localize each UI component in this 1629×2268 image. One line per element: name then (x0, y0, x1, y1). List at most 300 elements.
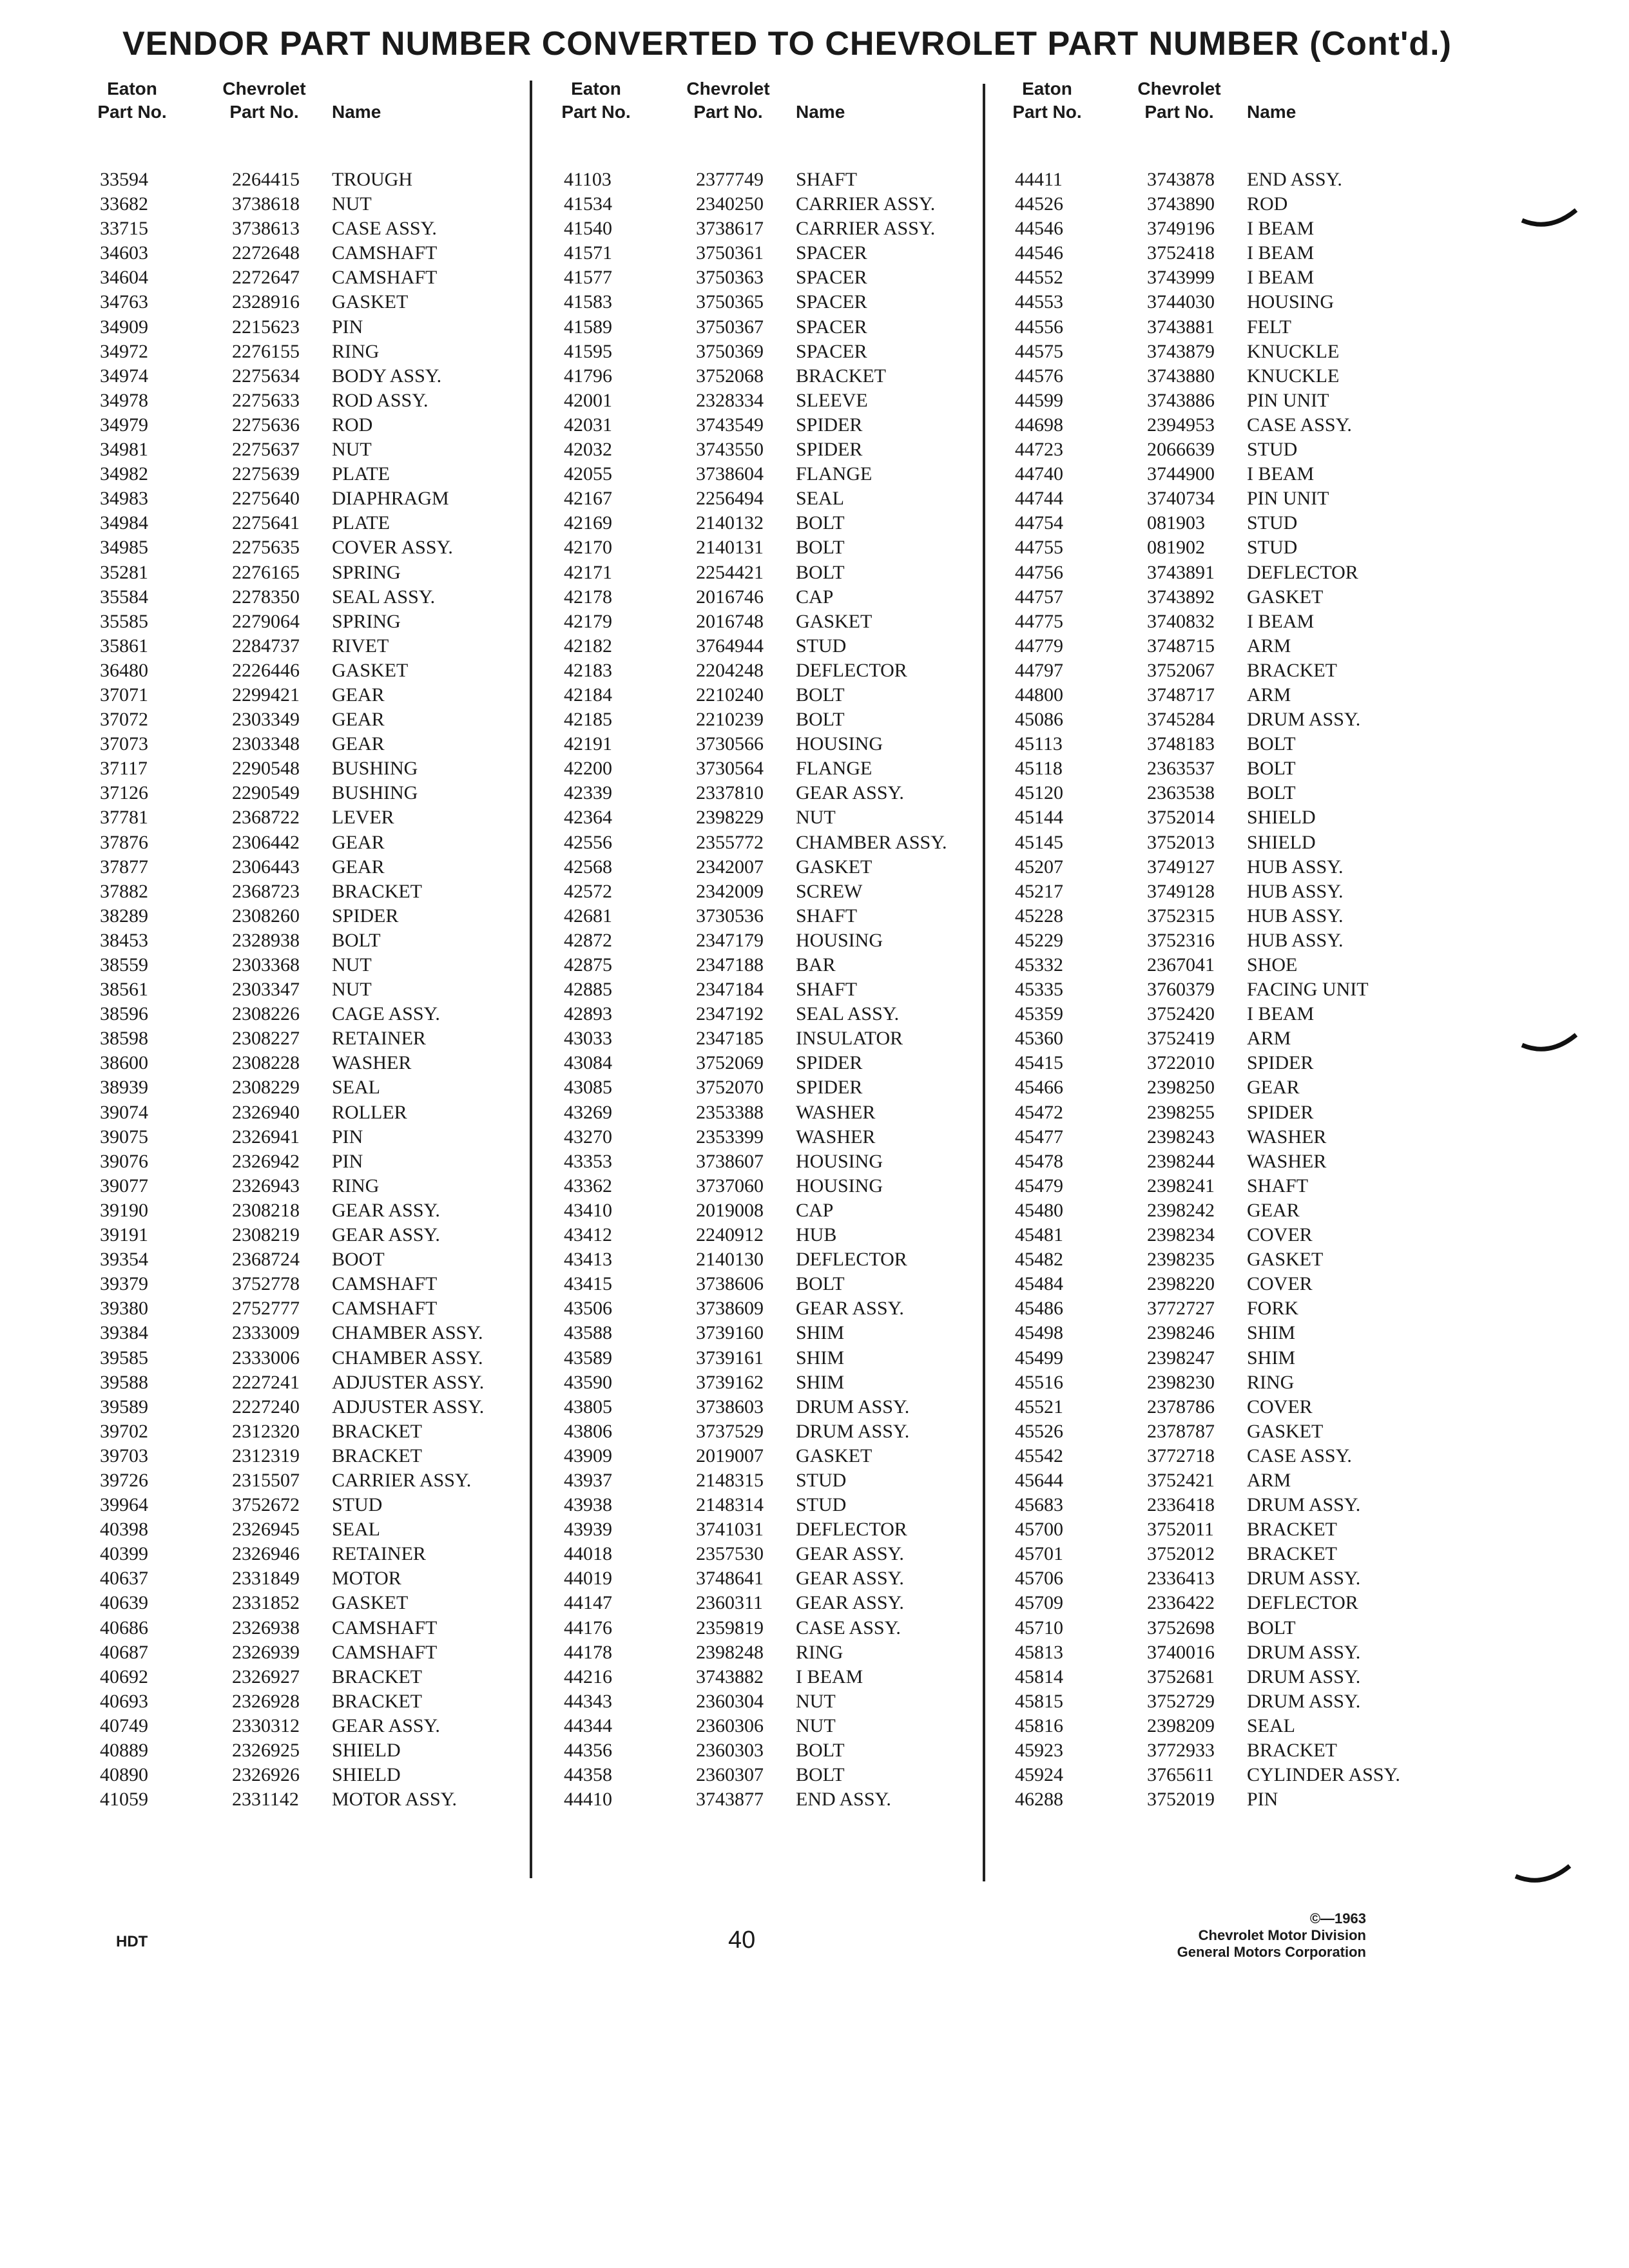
chevrolet-part-no: 2357530 (696, 1543, 764, 1565)
table-row (1005, 1640, 1456, 1665)
part-name: PIN (332, 1126, 363, 1148)
table-row (90, 413, 541, 437)
part-name: COVER (1247, 1224, 1313, 1246)
table-row (90, 462, 541, 486)
table-row (90, 1665, 541, 1689)
table-row (554, 904, 1005, 928)
eaton-part-no: 40686 (100, 1617, 148, 1639)
part-name: CAP (796, 1199, 834, 1221)
eaton-part-no: 45706 (1015, 1568, 1063, 1590)
chevrolet-part-no: 2308229 (232, 1077, 300, 1099)
chevrolet-part-no: 2276155 (232, 340, 300, 362)
chevrolet-part-no: 2347179 (696, 929, 764, 951)
eaton-part-no: 42055 (564, 463, 612, 485)
table-row (1005, 535, 1456, 560)
chevrolet-part-no: 3752012 (1147, 1543, 1215, 1565)
chevrolet-part-no: 3722010 (1147, 1052, 1215, 1074)
part-name: PIN (1247, 1789, 1278, 1811)
eaton-part-no: 35281 (100, 561, 148, 583)
part-name: GASKET (332, 1592, 409, 1614)
eaton-part-no: 45477 (1015, 1126, 1063, 1148)
eaton-part-no: 45415 (1015, 1052, 1063, 1074)
chevrolet-part-no: 2303347 (232, 979, 300, 1001)
table-row (554, 707, 1005, 732)
table-row (1005, 1321, 1456, 1345)
table-row (90, 610, 541, 634)
eaton-part-no: 40749 (100, 1715, 148, 1736)
chevrolet-part-no: 3752068 (696, 365, 764, 387)
chevrolet-part-no: 3748183 (1147, 733, 1215, 755)
table-row (1005, 486, 1456, 511)
part-name: DEFLECTOR (796, 1519, 907, 1541)
eaton-part-no: 44526 (1015, 193, 1063, 215)
chevrolet-part-no: 3743549 (696, 414, 764, 436)
table-row (90, 486, 541, 511)
eaton-part-no: 44178 (564, 1641, 612, 1663)
part-name: FLANGE (796, 758, 872, 780)
table-row (554, 535, 1005, 560)
chevrolet-part-no: 3743877 (696, 1789, 764, 1811)
table-row (90, 1591, 541, 1615)
chevrolet-part-no: 3739162 (696, 1371, 764, 1393)
page-number: 40 (728, 1927, 756, 1954)
part-name: END ASSY. (1247, 169, 1342, 190)
chevrolet-part-no: 3743886 (1147, 389, 1215, 411)
part-name: BRACKET (1247, 1519, 1338, 1541)
eaton-part-no: 42872 (564, 929, 612, 951)
eaton-part-no: 44756 (1015, 561, 1063, 583)
part-name: DRUM ASSY. (1247, 709, 1361, 731)
chevrolet-part-no: 3760379 (1147, 979, 1215, 1001)
table-row (554, 1174, 1005, 1198)
part-name: GASKET (796, 610, 872, 632)
table-row (1005, 904, 1456, 928)
table-row (554, 1419, 1005, 1444)
table-row (554, 1738, 1005, 1763)
table-row (1005, 315, 1456, 340)
table-row (90, 1125, 541, 1149)
table-row (90, 879, 541, 904)
table-row (90, 241, 541, 265)
part-name: CAMSHAFT (332, 1641, 438, 1663)
part-name: KNUCKLE (1247, 340, 1340, 362)
eaton-part-no: 42568 (564, 856, 612, 878)
chevrolet-part-no: 3738606 (696, 1273, 764, 1295)
eaton-part-no: 41796 (564, 365, 612, 387)
table-row (90, 1100, 541, 1125)
table-row (1005, 1075, 1456, 1100)
part-name: SPIDER (332, 905, 399, 927)
part-name: SPIDER (796, 414, 863, 436)
eaton-part-no: 42184 (564, 684, 612, 706)
chevrolet-header: Chevrolet Part No. (1137, 79, 1221, 122)
eaton-part-no: 42339 (564, 782, 612, 804)
chevrolet-part-no: 3752778 (232, 1273, 300, 1295)
chevrolet-part-no: 2359819 (696, 1617, 764, 1639)
table-row (1005, 831, 1456, 855)
part-name: COVER ASSY. (332, 537, 453, 559)
table-row (1005, 1149, 1456, 1174)
table-row (554, 364, 1005, 389)
eaton-part-no: 43270 (564, 1126, 612, 1148)
eaton-part-no: 44744 (1015, 488, 1063, 510)
table-row (554, 1026, 1005, 1051)
eaton-part-no: 41059 (100, 1789, 148, 1811)
eaton-part-no: 41534 (564, 193, 612, 215)
table-row (554, 462, 1005, 486)
chevrolet-part-no: 3740832 (1147, 610, 1215, 632)
part-name: DRUM ASSY. (1247, 1568, 1361, 1590)
part-name: I BEAM (1247, 1003, 1315, 1025)
chevrolet-part-no: 2312320 (232, 1420, 300, 1442)
part-name: MOTOR ASSY. (332, 1789, 457, 1811)
table-row (1005, 1051, 1456, 1075)
part-name: CHAMBER ASSY. (332, 1322, 483, 1344)
chevrolet-part-no: 3744900 (1147, 463, 1215, 485)
part-name: SHIM (796, 1347, 845, 1369)
eaton-part-no: 45144 (1015, 807, 1063, 829)
chevrolet-part-no: 3745284 (1147, 709, 1215, 731)
part-name: CAGE ASSY. (332, 1003, 440, 1025)
part-name: SEAL (1247, 1715, 1295, 1736)
chevrolet-part-no: 2140131 (696, 537, 764, 559)
table-row (554, 855, 1005, 879)
parts-list (90, 168, 541, 1812)
eaton-part-no: 45521 (1015, 1396, 1063, 1418)
eaton-part-no: 45701 (1015, 1543, 1063, 1565)
part-name: ARM (1247, 1028, 1291, 1050)
chevrolet-part-no: 2240912 (696, 1224, 764, 1246)
chevrolet-part-no: 3752315 (1147, 905, 1215, 927)
chevrolet-part-no: 2227240 (232, 1396, 300, 1418)
table-row (554, 290, 1005, 314)
chevrolet-part-no: 2299421 (232, 684, 300, 706)
part-name: BOLT (796, 537, 845, 559)
chevrolet-part-no: 2360311 (696, 1592, 763, 1614)
eaton-part-no: 45360 (1015, 1028, 1063, 1050)
table-row (554, 1395, 1005, 1419)
chevrolet-part-no: 3743890 (1147, 193, 1215, 215)
table-row (90, 707, 541, 732)
table-row (90, 1395, 541, 1419)
eaton-part-no: 43033 (564, 1028, 612, 1050)
eaton-part-no: 42178 (564, 586, 612, 608)
chevrolet-part-no: 3737060 (696, 1175, 764, 1196)
table-row (1005, 781, 1456, 805)
table-row (1005, 290, 1456, 314)
chevrolet-part-no: 3772718 (1147, 1445, 1215, 1466)
chevrolet-part-no: 2148314 (696, 1494, 764, 1516)
chevrolet-part-no: 2331849 (232, 1568, 300, 1590)
part-name: STUD (332, 1494, 383, 1516)
eaton-part-no: 44343 (564, 1690, 612, 1712)
part-name: SHAFT (796, 905, 858, 927)
table-row (554, 561, 1005, 585)
eaton-part-no: 45120 (1015, 782, 1063, 804)
table-row (90, 1419, 541, 1444)
table-row (90, 1689, 541, 1714)
part-name: SEAL (332, 1077, 380, 1099)
binder-mark (1514, 1862, 1572, 1888)
chevrolet-part-no: 3737529 (696, 1420, 764, 1442)
eaton-part-no: 40637 (100, 1568, 148, 1590)
chevrolet-part-no: 3738618 (232, 193, 300, 215)
part-name: SEAL ASSY. (796, 1003, 900, 1025)
table-row (554, 610, 1005, 634)
chevrolet-part-no: 3743999 (1147, 267, 1215, 289)
part-name: ARM (1247, 684, 1291, 706)
chevrolet-part-no: 3752316 (1147, 929, 1215, 951)
eaton-part-no: 42170 (564, 537, 612, 559)
chevrolet-part-no: 3765611 (1147, 1764, 1214, 1786)
chevrolet-part-no: 2330312 (232, 1715, 300, 1736)
part-name: BRACKET (796, 365, 887, 387)
eaton-part-no: 45923 (1015, 1740, 1063, 1761)
table-row (554, 1763, 1005, 1787)
chevrolet-part-no: 2279064 (232, 610, 300, 632)
chevrolet-part-no: 2306442 (232, 831, 300, 853)
chevrolet-part-no: 2353388 (696, 1101, 764, 1123)
part-name: BRACKET (332, 1445, 423, 1466)
table-row (554, 1002, 1005, 1026)
table-row (90, 364, 541, 389)
eaton-part-no: 37072 (100, 709, 148, 731)
part-name: ROLLER (332, 1101, 407, 1123)
chevrolet-part-no: 3749127 (1147, 856, 1215, 878)
table-row (554, 1714, 1005, 1738)
chevrolet-part-no: 2019008 (696, 1199, 764, 1221)
chevrolet-part-no: 3750363 (696, 267, 764, 289)
chevrolet-part-no: 2333006 (232, 1347, 300, 1369)
chevrolet-part-no: 2363538 (1147, 782, 1215, 804)
table-row (90, 1075, 541, 1100)
eaton-part-no: 44723 (1015, 439, 1063, 461)
table-row (90, 192, 541, 216)
part-name: NUT (796, 1715, 836, 1736)
eaton-part-no: 44546 (1015, 242, 1063, 264)
chevrolet-part-no: 2331142 (232, 1789, 299, 1811)
table-row (1005, 928, 1456, 953)
table-row (554, 1125, 1005, 1149)
chevrolet-part-no: 2398247 (1147, 1347, 1215, 1369)
chevrolet-part-no: 2308228 (232, 1052, 300, 1074)
name-header: Name (796, 102, 845, 122)
chevrolet-part-no: 2398220 (1147, 1273, 1215, 1295)
chevrolet-part-no: 2254421 (696, 561, 764, 583)
eaton-part-no: 39384 (100, 1322, 148, 1344)
table-row (554, 241, 1005, 265)
table-row (554, 1689, 1005, 1714)
chevrolet-part-no: 3730536 (696, 905, 764, 927)
division-name: Chevrolet Motor Division (1198, 1927, 1366, 1943)
chevrolet-part-no: 2336422 (1147, 1592, 1215, 1614)
eaton-part-no: 37117 (100, 758, 148, 780)
table-row (554, 511, 1005, 535)
chevrolet-part-no: 2210239 (696, 709, 764, 731)
part-name: ADJUSTER ASSY. (332, 1396, 485, 1418)
chevrolet-part-no: 2308219 (232, 1224, 300, 1246)
part-name: MOTOR (332, 1568, 401, 1590)
part-name: HOUSING (796, 1150, 883, 1172)
table-row (90, 265, 541, 290)
table-row (554, 315, 1005, 340)
part-name: DRUM ASSY. (1247, 1690, 1361, 1712)
chevrolet-part-no: 3738603 (696, 1396, 764, 1418)
eaton-part-no: 37071 (100, 684, 148, 706)
table-row (90, 1787, 541, 1812)
table-row (1005, 1272, 1456, 1296)
chevrolet-part-no: 2308227 (232, 1028, 300, 1050)
part-name: SLEEVE (796, 389, 868, 411)
chevrolet-part-no: 3750367 (696, 316, 764, 338)
table-row (1005, 265, 1456, 290)
chevrolet-part-no: 2326943 (232, 1175, 300, 1196)
table-row (1005, 1738, 1456, 1763)
table-row (554, 1591, 1005, 1615)
eaton-part-no: 42169 (564, 512, 612, 534)
eaton-part-no: 33594 (100, 169, 148, 190)
corporation-name: General Motors Corporation (1177, 1944, 1366, 1960)
eaton-part-no: 41540 (564, 218, 612, 240)
chevrolet-part-no: 2326942 (232, 1150, 300, 1172)
part-name: BUSHING (332, 782, 418, 804)
chevrolet-part-no: 2340250 (696, 193, 764, 215)
table-row (1005, 977, 1456, 1002)
table-row (1005, 168, 1456, 192)
part-name: HUB ASSY. (1247, 905, 1344, 927)
part-name: FELT (1247, 316, 1291, 338)
table-row (1005, 585, 1456, 610)
part-name: I BEAM (1247, 218, 1315, 240)
part-name: GEAR ASSY. (796, 1543, 904, 1565)
table-row (90, 1002, 541, 1026)
part-name: GEAR (332, 684, 385, 706)
table-row (554, 216, 1005, 241)
eaton-part-no: 39076 (100, 1150, 148, 1172)
eaton-part-no: 45710 (1015, 1617, 1063, 1639)
eaton-part-no: 45228 (1015, 905, 1063, 927)
part-name: DEFLECTOR (1247, 561, 1358, 583)
eaton-part-no: 39190 (100, 1199, 148, 1221)
chevrolet-part-no: 2326928 (232, 1690, 300, 1712)
chevrolet-part-no: 2398246 (1147, 1322, 1215, 1344)
part-name: SPRING (332, 561, 401, 583)
table-row (554, 1566, 1005, 1591)
chevrolet-part-no: 2347184 (696, 979, 764, 1001)
part-name: SHAFT (796, 169, 858, 190)
part-name: PLATE (332, 463, 390, 485)
eaton-part-no: 45484 (1015, 1273, 1063, 1295)
parts-list (1005, 168, 1456, 1812)
eaton-part-no: 44344 (564, 1715, 612, 1736)
chevrolet-part-no: 2363537 (1147, 758, 1215, 780)
table-row (90, 904, 541, 928)
column-header (1005, 77, 1456, 168)
eaton-part-no: 45516 (1015, 1371, 1063, 1393)
eaton-part-no: 43939 (564, 1519, 612, 1541)
table-row (1005, 855, 1456, 879)
eaton-part-no: 36480 (100, 659, 148, 681)
table-row (1005, 707, 1456, 732)
table-row (554, 1346, 1005, 1370)
table-row (554, 389, 1005, 413)
part-name: CAMSHAFT (332, 1617, 438, 1639)
part-name: RETAINER (332, 1028, 426, 1050)
eaton-part-no: 44599 (1015, 389, 1063, 411)
part-name: GEAR ASSY. (796, 782, 904, 804)
chevrolet-part-no: 3752421 (1147, 1469, 1215, 1491)
eaton-part-no: 42179 (564, 610, 612, 632)
chevrolet-part-no: 3752681 (1147, 1666, 1215, 1687)
eaton-part-no: 44779 (1015, 635, 1063, 657)
chevrolet-part-no: 2275639 (232, 463, 300, 485)
table-row (554, 413, 1005, 437)
part-name: SHIM (796, 1371, 845, 1393)
table-row (1005, 610, 1456, 634)
part-name: PIN UNIT (1247, 389, 1329, 411)
chevrolet-part-no: 2398250 (1147, 1077, 1215, 1099)
table-row (90, 1272, 541, 1296)
part-name: WASHER (1247, 1126, 1327, 1148)
part-name: SPACER (796, 316, 867, 338)
chevrolet-part-no: 2377749 (696, 169, 764, 190)
column-divider (983, 84, 985, 1881)
part-name: DEFLECTOR (1247, 1592, 1358, 1614)
chevrolet-part-no: 2326939 (232, 1641, 300, 1663)
chevrolet-part-no: 3752067 (1147, 659, 1215, 681)
table-row (1005, 953, 1456, 977)
chevrolet-part-no: 2336418 (1147, 1494, 1215, 1516)
table-row (1005, 1763, 1456, 1787)
table-row (1005, 389, 1456, 413)
part-name: LEVER (332, 807, 394, 829)
part-name: GASKET (1247, 1420, 1324, 1442)
table-row (90, 1468, 541, 1493)
eaton-part-no: 39726 (100, 1469, 148, 1491)
eaton-part-no: 44775 (1015, 610, 1063, 632)
table-row (90, 1738, 541, 1763)
table-row (1005, 683, 1456, 707)
table-row (554, 1296, 1005, 1321)
eaton-part-no: 43269 (564, 1101, 612, 1123)
chevrolet-part-no: 2328916 (232, 291, 300, 313)
eaton-part-no: 39075 (100, 1126, 148, 1148)
chevrolet-part-no: 3739161 (696, 1347, 764, 1369)
chevrolet-part-no: 3752672 (232, 1494, 300, 1516)
chevrolet-part-no: 3772933 (1147, 1740, 1215, 1761)
eaton-header: Eaton Part No. (97, 79, 167, 122)
chevrolet-part-no: 3743880 (1147, 365, 1215, 387)
part-name: GEAR ASSY. (796, 1592, 904, 1614)
part-name: BOLT (1247, 782, 1296, 804)
part-name: BRACKET (332, 1690, 423, 1712)
chevrolet-part-no: 2333009 (232, 1322, 300, 1344)
chevrolet-part-no: 3730566 (696, 733, 764, 755)
eaton-part-no: 45478 (1015, 1150, 1063, 1172)
table-row (554, 634, 1005, 658)
eaton-part-no: 44216 (564, 1666, 612, 1687)
eaton-part-no: 45482 (1015, 1249, 1063, 1271)
eaton-part-no: 40693 (100, 1690, 148, 1712)
chevrolet-part-no: 3743882 (696, 1666, 764, 1687)
eaton-part-no: 37877 (100, 856, 148, 878)
part-name: CARRIER ASSY. (796, 218, 936, 240)
part-name: CASE ASSY. (1247, 1445, 1352, 1466)
table-row (1005, 658, 1456, 683)
eaton-part-no: 39379 (100, 1273, 148, 1295)
chevrolet-part-no: 3752729 (1147, 1690, 1215, 1712)
table-row (1005, 216, 1456, 241)
